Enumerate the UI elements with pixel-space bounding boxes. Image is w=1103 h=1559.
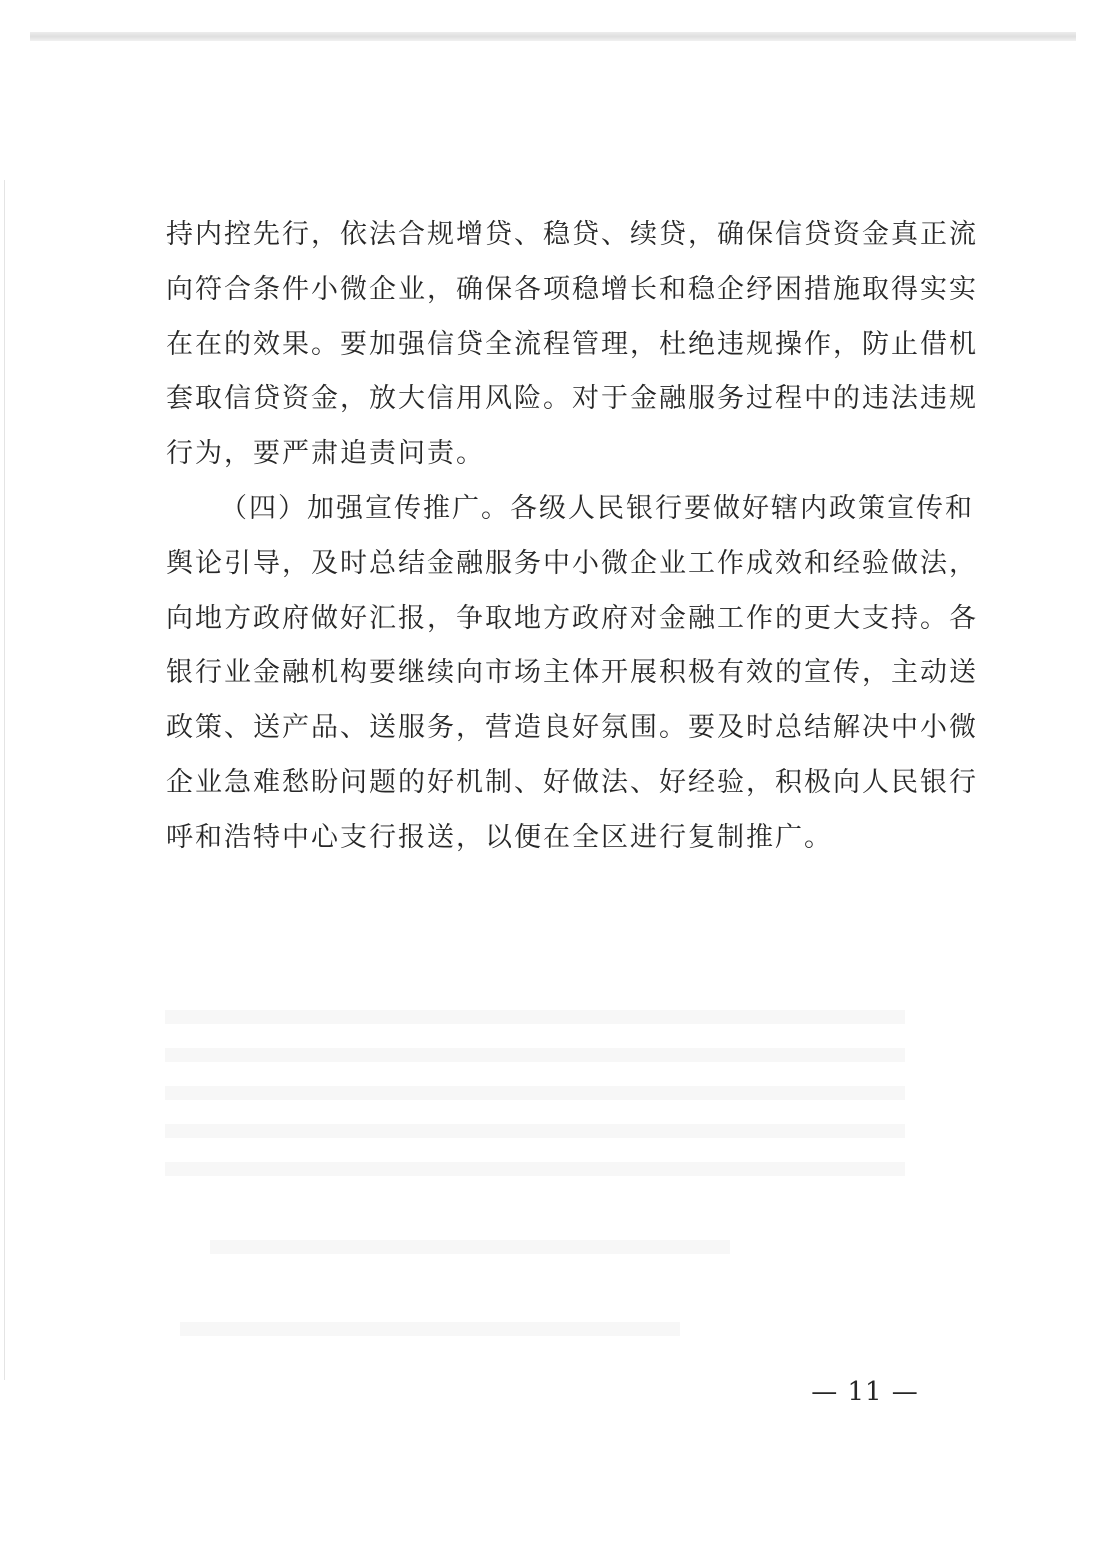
section-heading-line: （四）加强宣传推广。各级人民银行要做好辖内政策宣传和 <box>220 492 974 524</box>
show-through-text <box>210 1240 730 1254</box>
scan-edge-line <box>4 180 5 1380</box>
text-line: 舆论引导，及时总结金融服务中小微企业工作成效和经验做法， <box>166 547 978 579</box>
paragraph-1 <box>166 208 978 482</box>
show-through-text <box>165 1086 905 1100</box>
text-line: 向地方政府做好汇报，争取地方政府对金融工作的更大支持。各 <box>166 602 978 634</box>
scan-artifact-band <box>30 32 1076 41</box>
paragraph-2 <box>166 482 978 866</box>
show-through-text <box>180 1322 680 1336</box>
text-line: 呼和浩特中心支行报送，以便在全区进行复制推广。 <box>166 821 833 853</box>
show-through-text <box>165 1010 905 1024</box>
text-line: 政策、送产品、送服务，营造良好氛围。要及时总结解决中小微 <box>166 712 978 744</box>
text-line: 套取信贷资金，放大信用风险。对于金融服务过程中的违法违规 <box>166 383 978 415</box>
show-through-text <box>165 1162 905 1176</box>
text-line: 银行业金融机构要继续向市场主体开展积极有效的宣传，主动送 <box>166 657 978 689</box>
text-line: 行为，要严肃追责问责。 <box>166 438 485 470</box>
show-through-text <box>165 1124 905 1138</box>
body-text <box>166 208 978 866</box>
text-line: 持内控先行，依法合规增贷、稳贷、续贷，确保信贷资金真正流 <box>166 219 978 250</box>
text-line: 在在的效果。要加强信贷全流程管理，杜绝违规操作，防止借机 <box>166 328 978 360</box>
page-number: — 11 — <box>811 1377 919 1407</box>
text-line: 企业急难愁盼问题的好机制、好做法、好经验，积极向人民银行 <box>166 766 978 798</box>
text-line: 向符合条件小微企业，确保各项稳增长和稳企纾困措施取得实实 <box>166 273 978 305</box>
show-through-text <box>165 1048 905 1062</box>
